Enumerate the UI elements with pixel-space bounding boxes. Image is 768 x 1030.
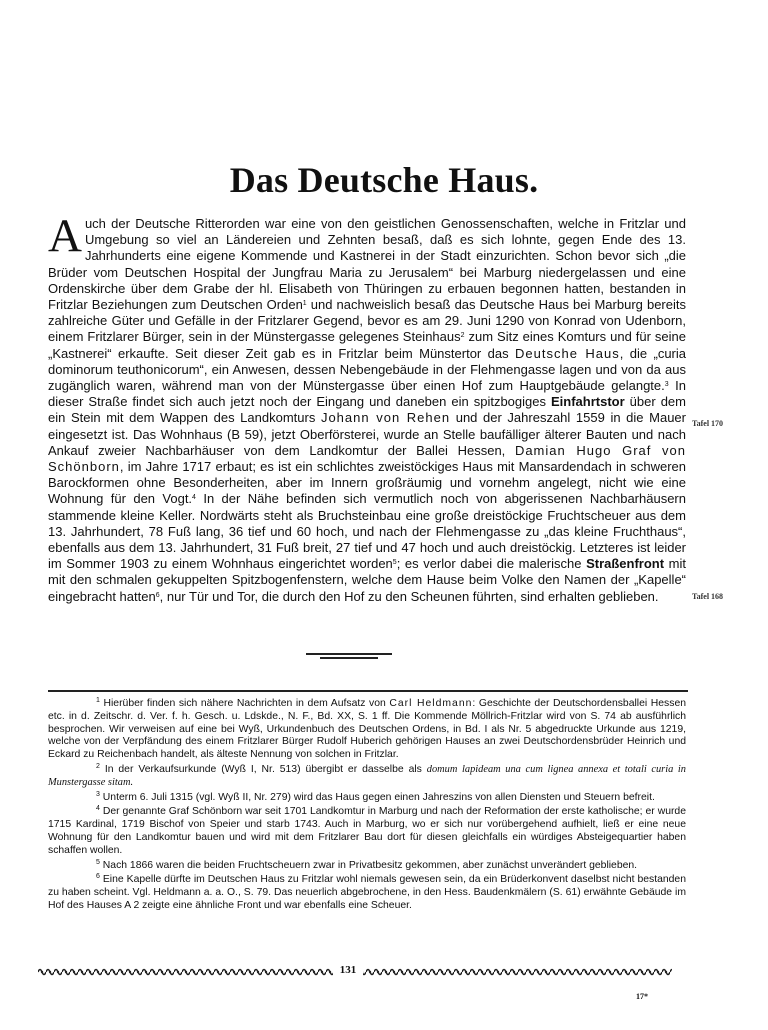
footnote-ref: 1 bbox=[302, 300, 307, 308]
footnote-mark: 5 bbox=[96, 858, 100, 866]
emphasis-johann: Johann von Rehen bbox=[320, 410, 451, 426]
footnote-text: Der genannte Graf Schönborn war seit 1701 Landkomtur in Marburg und nach der Reformation der erste katholische; er wurde 1715 Kardinal, 1719 Bischof von Speier und starb 1743. Auch in Marburg, wo er sich nur vorübergehend aufhielt, ließ er eine neue Wohnung für den Landkomtur bauen und wird mit dem Fritzlarer Bau dort für diesen gleichfalls ein würdiges Absteigequartier haben schaffen wollen. bbox=[48, 806, 686, 856]
footnote-mark: 4 bbox=[96, 805, 100, 813]
section-ornament bbox=[306, 653, 392, 659]
drop-cap: A bbox=[48, 210, 82, 262]
text-segment: und der Jahreszahl 1559 in die Mauer eingesetzt ist. Das Wohnhaus (B 59), jetzt Oberförsterei, wurde an Stelle baufälliger älterer Bauten und nach Ankauf zweier Nachbarhäuser von dem Landkomtur der Ballei Hessen, bbox=[48, 410, 686, 458]
footnote-mark: 6 bbox=[96, 873, 100, 881]
margin-note-tafel-168: Tafel 168 bbox=[692, 592, 724, 601]
text-segment: mit mit den schmalen gekuppelten Spitzbogenfenstern, welche dem Hause beim Volke den Namen der „Kapelle“ eingebracht hatten bbox=[48, 556, 686, 604]
footnote-mark: 3 bbox=[96, 790, 100, 798]
footnote-ref: 4 bbox=[192, 494, 196, 502]
footnote bbox=[48, 698, 686, 762]
text-segment: uch der Deutsche Ritterorden war eine von den geistlichen Genossenschaften, welche in Fritzlar und Umgebung so viel an Ländereien und Zehnten besaß, daß es sich lohnte, gegen Ende des 13. Jahrhunderts eine eigene Kommende und Kastnerei in der Stadt einzurichten. Schon bevor sich „die Brüder vom Deutschen Hospital der Jungfrau Maria zu Jerusalem“ bei Marburg niedergelassen und eine Ordenskirche über dem Grabe der hl. Elisabeth von Thüringen zu erbauen begonnen hatten, bestanden in Fritzlar Beziehungen zum Deutschen Orden bbox=[48, 216, 686, 313]
page-number: 131 bbox=[333, 964, 363, 976]
text-segment: , die „curia dominorum teuthonicorum“, ein Anwesen, dessen Nebengebäude in der Flehmengasse lagen und von da aus zugänglich waren, während man von der Münstergasse über einen Hof zum Hauptgebäude gelangte. bbox=[48, 345, 686, 394]
text-segment: , nur Tür und Tor, die durch den Hof zu den Scheunen führten, sind erhalten geblieben. bbox=[159, 588, 659, 604]
emphasis-einfahrtstor: Einfahrtstor bbox=[551, 394, 625, 410]
footnotes bbox=[48, 698, 686, 915]
footnote-mark: 2 bbox=[96, 762, 100, 770]
main-text bbox=[48, 210, 686, 605]
footnote-text: In der Verkaufsurkunde (Wyß I, Nr. 513) übergibt er dasselbe als bbox=[99, 763, 427, 775]
printer-signature: 17* bbox=[636, 992, 648, 1001]
footnote-ref: 2 bbox=[460, 332, 465, 340]
emphasis-strassenfront: Straßenfront bbox=[586, 556, 665, 572]
text-segment: und nachweislich besaß das Deutsche Haus bei Marburg bereits zahlreiche Güter und Gefälle in der Fritzlarer Gegend, bevor es am 29. Juni 1290 von Konrad von Udenborn, einem Fritzlarer Bürger, sein in der Münstergasse gelegenes Steinhaus bbox=[48, 297, 686, 345]
footnote bbox=[48, 806, 686, 857]
footnote-ref: 5 bbox=[392, 559, 397, 567]
margin-note-tafel-170: Tafel 170 bbox=[692, 419, 724, 428]
footnote-text: Nach 1866 waren die beiden Fruchtscheuern zwar in Privatbesitz gekommen, aber zunächst unverändert geblieben. bbox=[99, 859, 638, 871]
emphasis-deutsche-haus: Deutsche Haus bbox=[515, 345, 620, 361]
footnote-mark: 1 bbox=[96, 697, 100, 704]
footnote-divider bbox=[48, 690, 688, 692]
footnote-text: Eine Kapelle dürfte im Deutschen Haus zu Fritzlar wohl niemals gewesen sein, da ein Brüderkonvent daselbst nicht bestanden zu haben scheint. Vgl. Heldmann a. a. O., S. 79. Das neuerlich abgebrochene, in den Hess. Baudenkmälern (S. 61) erwähnte Gebäude im Hof des Hauses A 2 zeigte eine ähnliche Front und war ebenfalls eine Scheuer. bbox=[48, 874, 686, 911]
emphasis-damian: Damian Hugo Graf von Schönborn bbox=[48, 442, 686, 475]
text-segment: , im Jahre 1717 erbaut; es ist ein schlichtes zweistöckiges Haus mit Mansardendach in schweren Barockformen ohne Besonderheiten, aber im Innern großräumig und vornehm angelegt, nicht wie eine Wohnung für den Vogt. bbox=[48, 459, 686, 507]
footnote-author: Carl Heldmann bbox=[389, 698, 473, 709]
footnote-text: Hierüber finden sich nähere Nachrichten in dem Aufsatz von bbox=[99, 698, 390, 709]
footnote-text: : Geschichte der Deutschordensballei Hessen etc. in d. Zeitschr. d. Ver. f. h. Gesch. u. Ldskde., N. F., Bd. XX, S. 1 ff. Die Kommende Möllrich-Fritzlar wird von S. 74 ab ausführlich besprochen. Wir verweisen auf eine bei Wyß, Urkundenbuch des Deutschen Ordens, in Bd. I als Nr. 5 abgedruckte Urkunde aus 1219, welche von der Verpfändung des einem Fritzlarer Bürger Rudolf Huberich gehörigen Hauses an zwei Deutschordensbrüder Heinrich und Eckard zu Reichenbach handelt, als älteste Nennung von solchen in Fritzlar. bbox=[48, 698, 687, 761]
page-title: Das Deutsche Haus. bbox=[229, 160, 539, 200]
footnote-text: Unterm 6. Juli 1315 (vgl. Wyß II, Nr. 279) wird das Haus gegen einen Jahreszins von allen Diensten und Steuern befreit. bbox=[99, 791, 655, 803]
ornament-line bbox=[320, 657, 378, 659]
text-segment: zum Sitz eines Komturs und für seine „Kastnerei“ erkaufte. Seit dieser Zeit gab es in Fritzlar beim Münstertor das bbox=[48, 329, 686, 361]
text-segment: In dieser Straße findet sich auch jetzt noch der Eingang und daneben ein spitzbogiges bbox=[48, 378, 686, 410]
footnote bbox=[48, 874, 686, 912]
footnote bbox=[48, 764, 686, 790]
footnote bbox=[48, 792, 686, 805]
ornament-line bbox=[306, 653, 392, 655]
footnote bbox=[48, 860, 686, 873]
text-segment: In der Nähe befinden sich vermutlich noch von abgerissenen Nachbarhäusern stammende kleine Keller. Nordwärts steht als Bruchsteinbau eine große dreistöckige Fruchtscheuer aus dem 13. Jahrhundert, 78 Fuß lang, 36 tief und 60 hoch, und nach der Flehmengasse zu „das kleine Fruchthaus“, ebenfalls aus dem 13. Jahrhundert, 31 Fuß breit, 27 tief und 47 hoch und auch dreistöckig. Letzteres ist leider im Sommer 1903 zu einem Wohnhaus eingerichtet worden bbox=[48, 491, 686, 572]
text-segment: ; es verlor dabei die malerische bbox=[396, 556, 587, 572]
text-segment: über dem ein Stein mit dem Wappen des Landkomturs bbox=[48, 394, 686, 426]
footnote-quote: domum lapideam una cum lignea annexa et totali curia in Munstergasse sitam. bbox=[48, 763, 686, 788]
footnote-ref: 3 bbox=[664, 381, 669, 389]
footnote-ref: 6 bbox=[155, 591, 160, 599]
